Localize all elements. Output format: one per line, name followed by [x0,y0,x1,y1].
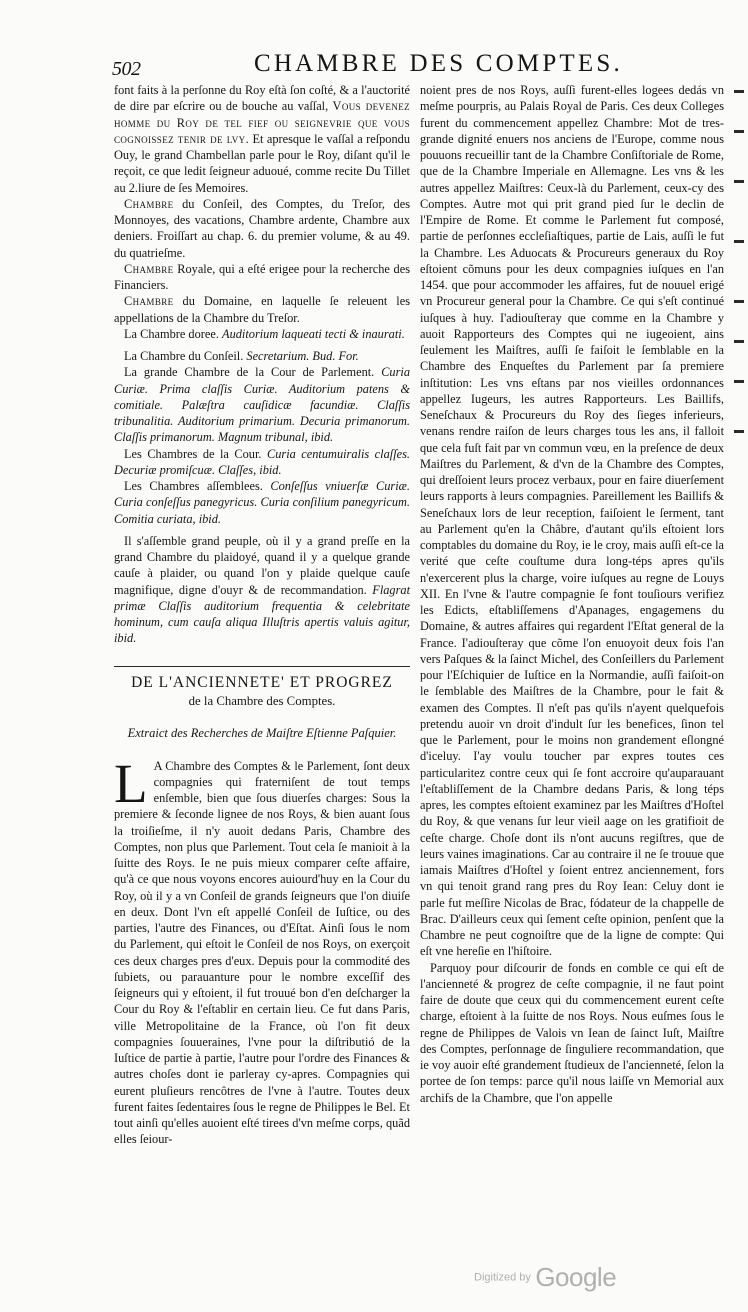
left-column [114,82,410,1148]
entry-chambre-royale: Chambre Royale, qui a eſté erigee pour la recherche des Financiers. [114,261,410,292]
edge-mark [734,240,744,243]
right-column-parquoy: Parquoy pour diſcourir de fonds en comble ce qui eſt de l'ancienneté & progrez de ceſte compagnie, il ne faut point faire de doute que ceux qui du commencement eurent ceſte charge, eſtoient à la ſuitte de nos Roys. Nous euſmes ſous le regne de Philippes de Valois vn Iean de ſainct Iuſt, Maiſtre des Comptes, perſonnage de ſinguliere recommandation, que ie voy auoir eſté grandement ſtudieux de l'ancienneté, ſelon la portee de ſon temps: parce qu'il nous laiſſe vn Memorial aux archifs de la Chambre, que l'on appelle [420,960,724,1105]
edge-mark [734,130,744,133]
page-number: 502 [112,58,141,80]
entry-chambre-conseil: Chambre du Conſeil, des Comptes, du Treſor, des Monnoyes, des vacations, Chambre ardente, Chambre aux deniers. Froiſſart au chap. 6. du premier volume, & au 49. du quatrieſme. [114,196,410,260]
page-edge-marks [730,90,748,450]
extract-title: Extraict des Recherches de Maiſtre Eſtienne Paſquier. [127,725,397,740]
entry-chambre-domaine: Chambre du Domaine, en laquelle ſe releuent les appellations de la Chambre du Treſor. [114,294,411,325]
edge-mark [734,90,744,93]
homage-formula: Vous devenez homme du Roy de tel fief ou seignevrie que vous cognoissez tenir de lvy. [114,99,410,146]
entry-grande-chambre: La grande Chambre de la Cour de Parlement. Curia Curiæ. Prima claſſis Curiæ. Auditorium patens & comitiale. Palæſtra cauſidicæ facundiæ. Claſſis tribunalitia. Auditorium primarium. Decuria primanorum. Claſſis primanorum. Magnum tribunal, ibid. [114,365,410,445]
entry-chambre-doree: La Chambre doree. Auditorium laqueati tecti & inaurati. [124,326,405,341]
entry-chambre-du-conseil: La Chambre du Conſeil. Secretarium. Bud. For. [124,349,359,363]
edge-mark [734,180,744,183]
entry-chambres-assemblees: Les Chambres aſſemblees. Conſeſſus vniuerſæ Curiæ. Curia conſeſſus panegyricus. Curia conſilium panegyricum. Comitia curiata, ibid. [114,479,410,526]
section-subheading: de la Chambre des Comptes. [188,693,336,708]
entry-chambres-cour: Les Chambres de la Cour. Curia centumuiralis claſſes. Decuriæ promiſcuæ. Claſſes, ibid. [114,446,410,477]
paragraph-homage: font faits à la perſonne du Roy eſtà ſon coſté, & a l'auctorité de dire par eſcrire ou de bouche au vaſſal, Vous devenez homme du Roy de tel fief ou seignevrie que vous cognoissez tenir de lvy. Et apresque le vaſſal a reſpondu Ouy, le grand Chambellan parle pour le Roy, diſant qu'il le reçoit, ce que ledit ſeigneur aduoué, comme recite Du Tillet au 2.liure de ſes Memoires. [114,83,410,195]
edge-mark [734,300,744,303]
main-text-paragraph: L A Chambre des Comptes & le Parlement, ſont deux compagnies qui fraterniſent de tout temps enſemble, bien que ſous diuerſes charges: Sous la premiere & ſeconde lignee de nos Roys, & bien auant ſous la troiſieſme, il n'y auoit dedans Paris, Chambre des Comptes, non plus que Parlement. Tout cela ſe manioit à la ſuitte des Roys. Ie ne puis mieux comparer ceſte affaire, qu'à ce que nous voyons encores auiourd'huy en la Cour du Roy, où il y a vn Conſeil de grands ſeigneurs que l'on diuiſe en deux. Dont l'vn eſt appellé Conſeil de Iuſtice, ou des parties, l'autre des Finances, ou d'Eſtat. Ainſi ſous le nom du Parlement, qui eſtoit le Conſeil de nos Roys, on exerçoit ces deux charges pres d'eux. Depuis pour la commodité des ſubiets, ou parauanture pour le nombre exceſſif des ſeigneurs qui y eſtoient, il fut trouué bon d'en deſcharger la Cour du Roy & l'eſtablir en certain lieu. Ce fut dans Paris, ville Metropolitaine de la France, où l'on fit deux compagnies ſouueraines, l'vne pour la diſtributió de la Iuſtice de partie à partie, l'autre pour l'ordre des Finances & autres choſes dont ie parleray cy-apres. Compagnies qui eurent pluſieurs rencôtres de l'vne à l'autre. Toutes deux furent faites ſedentaires ſous le regne de Philippes le Bel. Et tout ainſi qu'elles auoient eſté tirees d'vn meſme corps, quãd elles ſeiour- [114,752,410,1147]
section-heading: DE L'ANCIENNETE' ET PROGREZ [131,673,393,691]
section-divider [114,666,410,667]
running-title: CHAMBRE DES COMPTES. [254,50,623,77]
digitized-watermark: Digitized by Google [474,1262,617,1292]
edge-mark [734,380,744,383]
drop-cap-letter: L [114,752,148,814]
edge-mark [734,340,744,343]
paragraph-grand-peuple: Il s'aſſemble grand peuple, où il y a grand preſſe en la grand Chambre du plaidoyé, quand il y a quelque grande cauſe à plaider, ou quand l'on y plaide quelque cauſe magnifique, digne d'ouyr & de recommandation. Flagrat primæ Claſſis auditorium frequentia & celebritate hominum, cum cauſa aliqua Illuſtris apertis valuis agitur, ibid. [114,533,410,646]
page-header [112,50,727,84]
edge-mark [734,430,744,433]
google-logo: Google [535,1262,617,1292]
right-column-text: noient pres de nos Roys, auſſi furent-elles logees dedás vn meſme pourpris, au Palais Royal de Paris. Ces deux Colleges furent du commencement appellez Chambre: Mot de tres-grande dignité enuers nos anciens de l'Europe, comme nous pouuons recueillir tant de la Chambre Conſiſtoriale de Rome, que de la Chambre Imperiale en Allemagne. Les vns & les autres appellez Maiſtres: Ceux-là du Parlement, ceux-cy des Comptes. Autre mot qui prit grand pied ſur le declin de l'Empire de Rome. Et comme le Parlement fut composé, partie de perſonnes eccleſiaſtiques, partie de Lais, auſſi le fut la Chambre. Les Aduocats & Procureurs generaux du Roy eſtoient cõmuns pour les deux compagnies iuſques en l'an 1454. que pour accommoder les affaires, fut de nouuel erigé vn Procureur general pour la Chambre. Ce qui s'eſt continué iuſques à huy. I'adiouſteray que comme en la Chambre y auoit Rapporteurs des Comptes qui ne iugeoient, ains ſeulement les Maiſtres, auſſi ſe faiſoit le ſemblable en la Chambre des Enqueſtes du Parlement par ſa premiere inſtitution: Les vns eſtans par nos vieilles ordonnances appellez Iugeurs, les autres Rapporteurs. Les Baillifs, Seneſchaux & Procureurs du Roy des ſieges inferieurs, venans rendre raiſon de leurs charges tous les ans, il falloit que cela fuſt fait par vn commun vœu, en la preſence de deux Maiſtres du Parlement, & d'vn de la Chambre des Comptes, qui dreſſoient leurs procez verbaux, pour en faire diuerſement leurs rapports à leurs compagnies. Pareillement les Baillifs & Seneſchaux lors de leur reception, faiſoient le ſerment, tant au Parlement qu'en la Châbre, d'autant qu'ils eſtoient lors comptables du domaine du Roy, ie le croy, mais auſſi eſt-ce la verité que ceſte couſtume dura long-téps apres qu'ils n'exercerent plus la charge, voire iuſques au regne de Louys XII. En l'vne & l'autre compagnie ſe font touſiours verifiez les Edicts, eſtabliſſemens d'Apanages, engagemens du Domaine, & autres affaires qui regardent l'Eſtat general de la France. I'adiouſteray que cõme l'on enuoyoit deux fois l'an vers Paſques & la ſainct Michel, des Conſeillers du Parlement pour l'Eſchiquier de Iuſtice en la Normandie, auſſi faiſoit-on le ſemblable des Maiſtres de la Chambre, pour le fait & examen des Comptes. Il n'eſt pas qu'ils n'ayent quelquefois pretendu auoir vn droit d'indult ſur les benefices, ſinon tel que le Parlement, pour le moins non grandement eſlongné d'iceluy. I'ay voulu toucher par expres toutes ces particularitez contre ceux qui ſe font accroire qu'auparauant l'eſtabliſſement de la Chambre dedans Paris, & long téps apres, les comptes eſtoient examinez par les Maiſtres d'Hoſtel du Roy, & que venans ſur leur vieil aage on les gratifioit de ceſte charge. Choſe dont ils n'ont aucuns regiſtres, que de leurs vaines imaginations. Car au contraire il ne ſe trouue que iamais Maiſtres d'Hoſtel y ſoient entrez anciennement, fors vn qui tenoit grand rang pres du Roy Iean: Celuy dont ie parle fut meſſire Nicolas de Brac, fódateur de la chappelle de Brac. D'ailleurs ceux qui ſement ceſte opinion, penſent que la Chambre ne peut cognoiſtre que de la ligne de compte: Qui eſt vne hereſie en l'hiſtoire. [420,83,724,959]
right-column [420,82,724,1106]
